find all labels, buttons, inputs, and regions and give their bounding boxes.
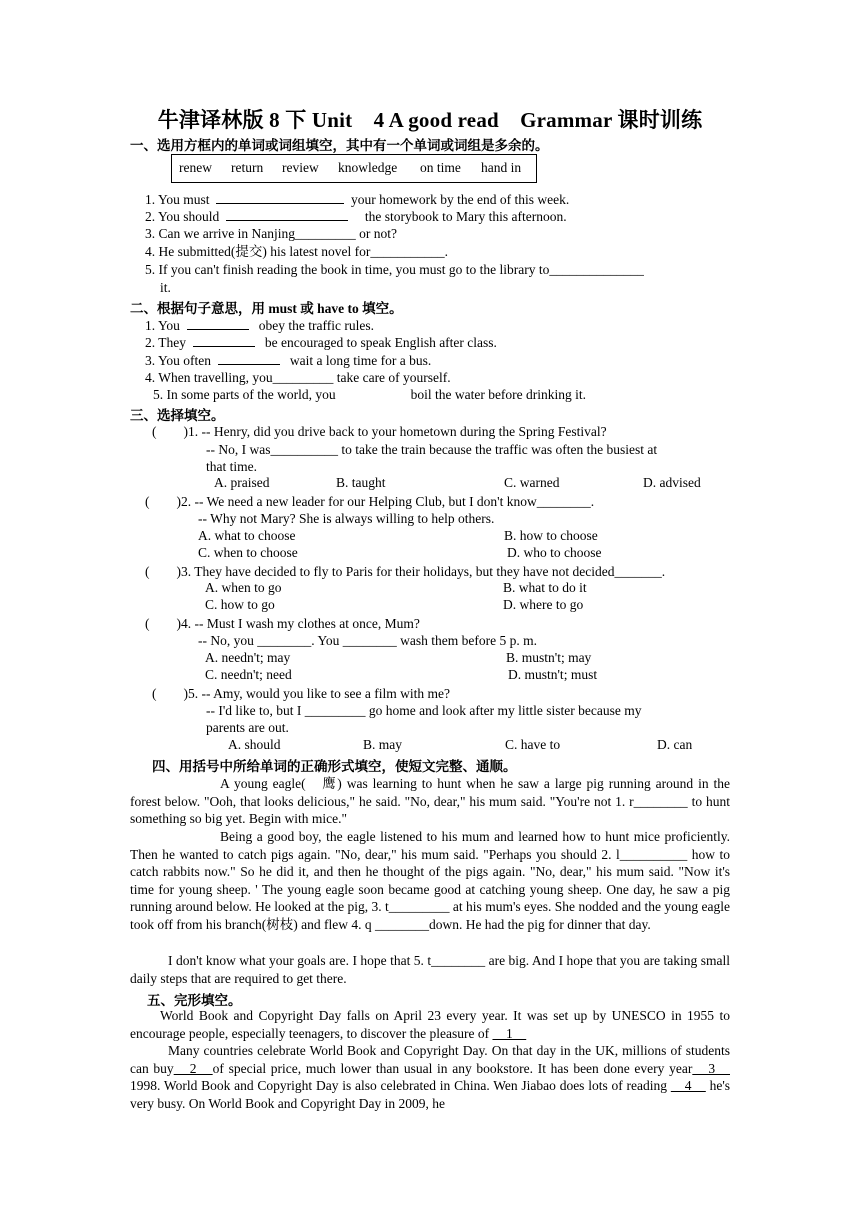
option-c[interactable]: C. how to go [205,597,275,612]
option-a[interactable]: A. when to go [205,580,282,595]
s3-question-2-line-2: -- Why not Mary? She is always willing to help others. [198,511,495,526]
section-4-heading: 四、用括号中所给单词的正确形式填空，使短文完整、通顺。 [152,759,517,774]
s2-question-2: 2. They be encouraged to speak English after class. [145,335,497,350]
option-a[interactable]: A. what to choose [198,528,296,543]
option-c[interactable]: C. when to choose [198,545,298,560]
option-d[interactable]: D. who to choose [507,545,602,560]
s1-question-5-cont: it. [160,280,171,295]
option-b[interactable]: B. what to do it [503,580,587,595]
s3-question-1: ( )1. -- Henry, did you drive back to your hometown during the Spring Festival? [152,424,607,439]
section-2-heading: 二、根据句子意思，用 must 或 have to 填空。 [130,301,403,316]
option-a[interactable]: A. needn't; may [205,650,291,665]
answer-blank[interactable] [226,207,348,221]
s3-question-5-line-3: parents are out. [206,720,289,735]
s3-question-1-line-2: -- No, I was__________ to take the train because the traffic was often the busiest at [206,442,658,457]
word-box-item: on time [420,160,461,175]
page-title: 牛津译林版 8 下 Unit 4 A good read Grammar 课时训练 [157,108,703,132]
option-c[interactable]: C. warned [504,475,560,490]
cloze-paragraph-1: World Book and Copyright Day falls on April 23 every year. It was set up by UNESCO in 1955 to encourage people, especially teenagers, to discover the pleasure of 1 [130,1008,730,1041]
s1-question-3: 3. Can we arrive in Nanjing_________ or not? [145,226,397,241]
word-box-item: return [231,160,264,175]
option-c[interactable]: C. have to [505,737,561,752]
passage-paragraph-1: A young eagle( 鹰) was learning to hunt when he saw a large pig running around in the forest below. "Ooh, that looks delicious," he said. "No, dear," his mum said. "You're not 1. r________ to hunt something so big yet. Begin with mice." [130,776,730,826]
word-box-item: renew [179,160,212,175]
s1-question-2: 2. You should the storybook to Mary this afternoon. [145,209,567,224]
passage-paragraph-2: Being a good boy, the eagle listened to his mum and learned how to hunt mice proficiently. Then he wanted to catch pigs again. "No, dear," his mum said. "Perhaps you should 2. l__________ how to catch rabbits now." So he did it, and then he thought of the pigs again. "No, dear," his mum said. "Now it's time for young sheep. ' The young eagle soon became good at catching young sheep. One day, he saw a pig running around below. He looked at the pig, 3. t_________ at his mum's eyes. She nodded and the young eagle took off from his branch(树枝) and flew 4. q ________down. He had the pig for dinner that day. [130,829,730,932]
option-d[interactable]: D. mustn't; must [508,667,598,682]
word-box-item: hand in [481,160,522,175]
cloze-paragraph-2: Many countries celebrate World Book and Copyright Day. On that day in the UK, millions of students can buy 2 of special price, much lower than usual in any bookstore. It has been done every year 3 1998. World Book and Copyright Day is also celebrated in China. Wen Jiabao does lots of reading 4 he's very busy. On World Book and Copyright Day in 2009, he [130,1043,731,1111]
s3-question-2: ( )2. -- We need a new leader for our Helping Club, but I don't know________. [145,494,595,509]
cloze-blank-1[interactable]: 1 [492,1025,527,1041]
s1-question-5: 5. If you can't finish reading the book in time, you must go to the library to______________ [145,262,644,277]
s3-question-1-line-3: that time. [206,459,257,474]
section-3-heading: 三、选择填空。 [130,408,225,423]
cloze-blank-3[interactable]: 3 [692,1060,730,1076]
option-d[interactable]: D. where to go [503,597,584,612]
s3-question-4: ( )4. -- Must I wash my clothes at once, Mum? [145,616,420,631]
s1-question-4: 4. He submitted(提交) his latest novel for___________. [145,244,448,259]
s2-question-3: 3. You often wait a long time for a bus. [145,353,432,368]
cloze-blank-4[interactable]: 4 [670,1078,706,1093]
section-1-heading: 一、选用方框内的单词或词组填空，其中有一个单词或词组是多余的。 [130,138,549,153]
s2-question-4: 4. When travelling, you_________ take care of yourself. [145,370,451,385]
s3-question-5-line-2: -- I'd like to, but I _________ go home and look after my little sister because my [206,703,642,718]
option-c[interactable]: C. needn't; need [205,667,292,682]
answer-blank[interactable] [216,190,344,204]
option-a[interactable]: A. praised [214,475,270,490]
answer-blank[interactable] [187,316,249,330]
word-box-item: review [282,160,319,175]
option-b[interactable]: B. how to choose [504,528,598,543]
option-d[interactable]: D. can [657,737,693,752]
option-b[interactable]: B. may [363,737,402,752]
word-box [171,154,537,183]
option-a[interactable]: A. should [228,737,281,752]
s3-question-5: ( )5. -- Amy, would you like to see a film with me? [152,686,450,701]
answer-blank[interactable] [193,333,255,347]
s2-question-1: 1. You obey the traffic rules. [145,318,374,333]
section-5-heading: 五、完形填空。 [147,993,242,1008]
passage-paragraph-3: I don't know what your goals are. I hope that 5. t________ are big. And I hope that you are taking small daily steps that are required to get there. [130,953,730,986]
option-b[interactable]: B. taught [336,475,386,490]
answer-blank[interactable] [218,351,280,365]
s3-question-3: ( )3. They have decided to fly to Paris for their holidays, but they have not decided_______. [145,564,666,579]
s3-question-4-line-2: -- No, you ________. You ________ wash them before 5 p. m. [198,633,537,648]
cloze-blank-2[interactable]: 2 [173,1060,213,1076]
s1-question-1: 1. You must your homework by the end of this week. [145,192,570,207]
option-b[interactable]: B. mustn't; may [506,650,592,665]
s2-question-5: 5. In some parts of the world, you boil the water before drinking it. [153,387,587,402]
option-d[interactable]: D. advised [643,475,701,490]
word-box-item: knowledge [338,160,398,175]
